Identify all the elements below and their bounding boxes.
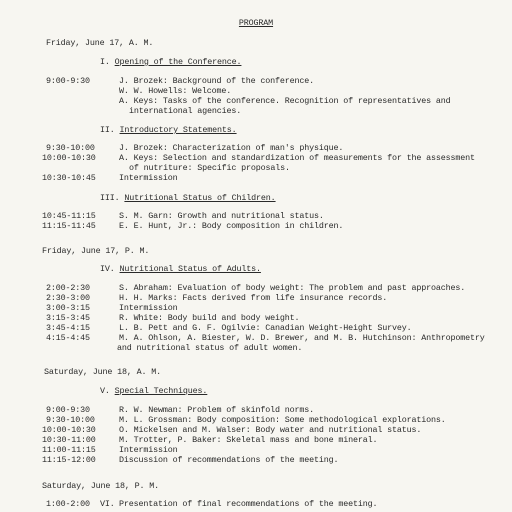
item-time: 9:30-10:00	[46, 415, 95, 425]
item-text: Intermission	[119, 173, 178, 183]
section-title: Nutritional Status of Adults.	[119, 264, 261, 274]
item-time: 2:00-2:30	[46, 283, 90, 293]
item-text: R. White: Body build and body weight.	[119, 313, 300, 323]
section-heading	[100, 386, 207, 396]
section-title: Opening of the Conference.	[114, 57, 242, 67]
item-time: 3:00-3:15	[46, 303, 90, 313]
item-text: J. Brozek: Characterization of man's physique.	[119, 143, 344, 153]
item-text: W. W. Howells: Welcome.	[119, 86, 232, 96]
section-title: Introductory Statements.	[119, 125, 237, 135]
section-number: VI.	[100, 499, 115, 509]
day-heading: Friday, June 17, P. M.	[42, 246, 150, 256]
section-heading	[100, 125, 237, 135]
item-text: A. Keys: Tasks of the conference. Recognition of representatives and	[119, 96, 451, 106]
item-time: 1:00-2:00	[46, 499, 90, 509]
item-time: 10:00-10:30	[42, 153, 96, 163]
day-heading: Saturday, June 18, A. M.	[44, 367, 162, 377]
section-number: I.	[100, 57, 110, 67]
item-time: 10:30-10:45	[42, 173, 96, 183]
item-text: international agencies.	[129, 106, 242, 116]
item-time: 11:00-11:15	[42, 445, 96, 455]
item-time: 9:30-10:00	[46, 143, 95, 153]
section-heading	[100, 57, 241, 67]
item-time: 9:00-9:30	[46, 76, 90, 86]
day-heading: Friday, June 17, A. M.	[46, 38, 154, 48]
item-text: and nutritional status of adult women.	[117, 343, 303, 353]
item-text: of nutriture: Specific proposals.	[129, 163, 290, 173]
day-heading: Saturday, June 18, P. M.	[42, 481, 160, 491]
item-text: M. A. Ohlson, A. Biester, W. D. Brewer, and M. B. Hutchinson: Anthropometry	[119, 333, 485, 343]
item-text: Intermission	[119, 445, 178, 455]
item-text: J. Brozek: Background of the conference.	[119, 76, 315, 86]
item-time: 11:15-12:00	[42, 455, 96, 465]
item-text: O. Mickelsen and M. Walser: Body water and nutritional status.	[119, 425, 422, 435]
item-text: E. E. Hunt, Jr.: Body composition in children.	[119, 221, 344, 231]
item-time: 9:00-9:30	[46, 405, 90, 415]
section-number: V.	[100, 386, 110, 396]
section-heading	[100, 193, 276, 203]
section-heading	[100, 264, 261, 274]
item-text: L. B. Pett and G. F. Ogilvie: Canadian Weight-Height Survey.	[119, 323, 412, 333]
item-text: Discussion of recommendations of the meeting.	[119, 455, 339, 465]
item-text: Presentation of final recommendations of the meeting.	[119, 499, 378, 509]
section-title: Nutritional Status of Children.	[124, 193, 276, 203]
item-time: 10:45-11:15	[42, 211, 96, 221]
section-title: Special Techniques.	[114, 386, 208, 396]
item-time: 2:30-3:00	[46, 293, 90, 303]
item-time: 10:30-11:00	[42, 435, 96, 445]
section-number: II.	[100, 125, 115, 135]
item-text: H. H. Marks: Facts derived from life insurance records.	[119, 293, 388, 303]
item-text: M. Trotter, P. Baker: Skeletal mass and bone mineral.	[119, 435, 378, 445]
item-time: 4:15-4:45	[46, 333, 90, 343]
item-text: S. Abraham: Evaluation of body weight: The problem and past approaches.	[119, 283, 466, 293]
item-text: M. L. Grossman: Body composition: Some methodological explorations.	[119, 415, 446, 425]
item-text: R. W. Newman: Problem of skinfold norms.	[119, 405, 315, 415]
section-number: III.	[100, 193, 120, 203]
item-text: A. Keys: Selection and standardization of measurements for the assessment	[119, 153, 475, 163]
item-time: 3:15-3:45	[46, 313, 90, 323]
section-number: IV.	[100, 264, 115, 274]
item-time: 3:45-4:15	[46, 323, 90, 333]
item-time: 10:00-10:30	[42, 425, 96, 435]
item-time: 11:15-11:45	[42, 221, 96, 231]
page-title: PROGRAM	[238, 18, 274, 28]
item-text: S. M. Garn: Growth and nutritional status.	[119, 211, 324, 221]
item-text: Intermission	[119, 303, 178, 313]
